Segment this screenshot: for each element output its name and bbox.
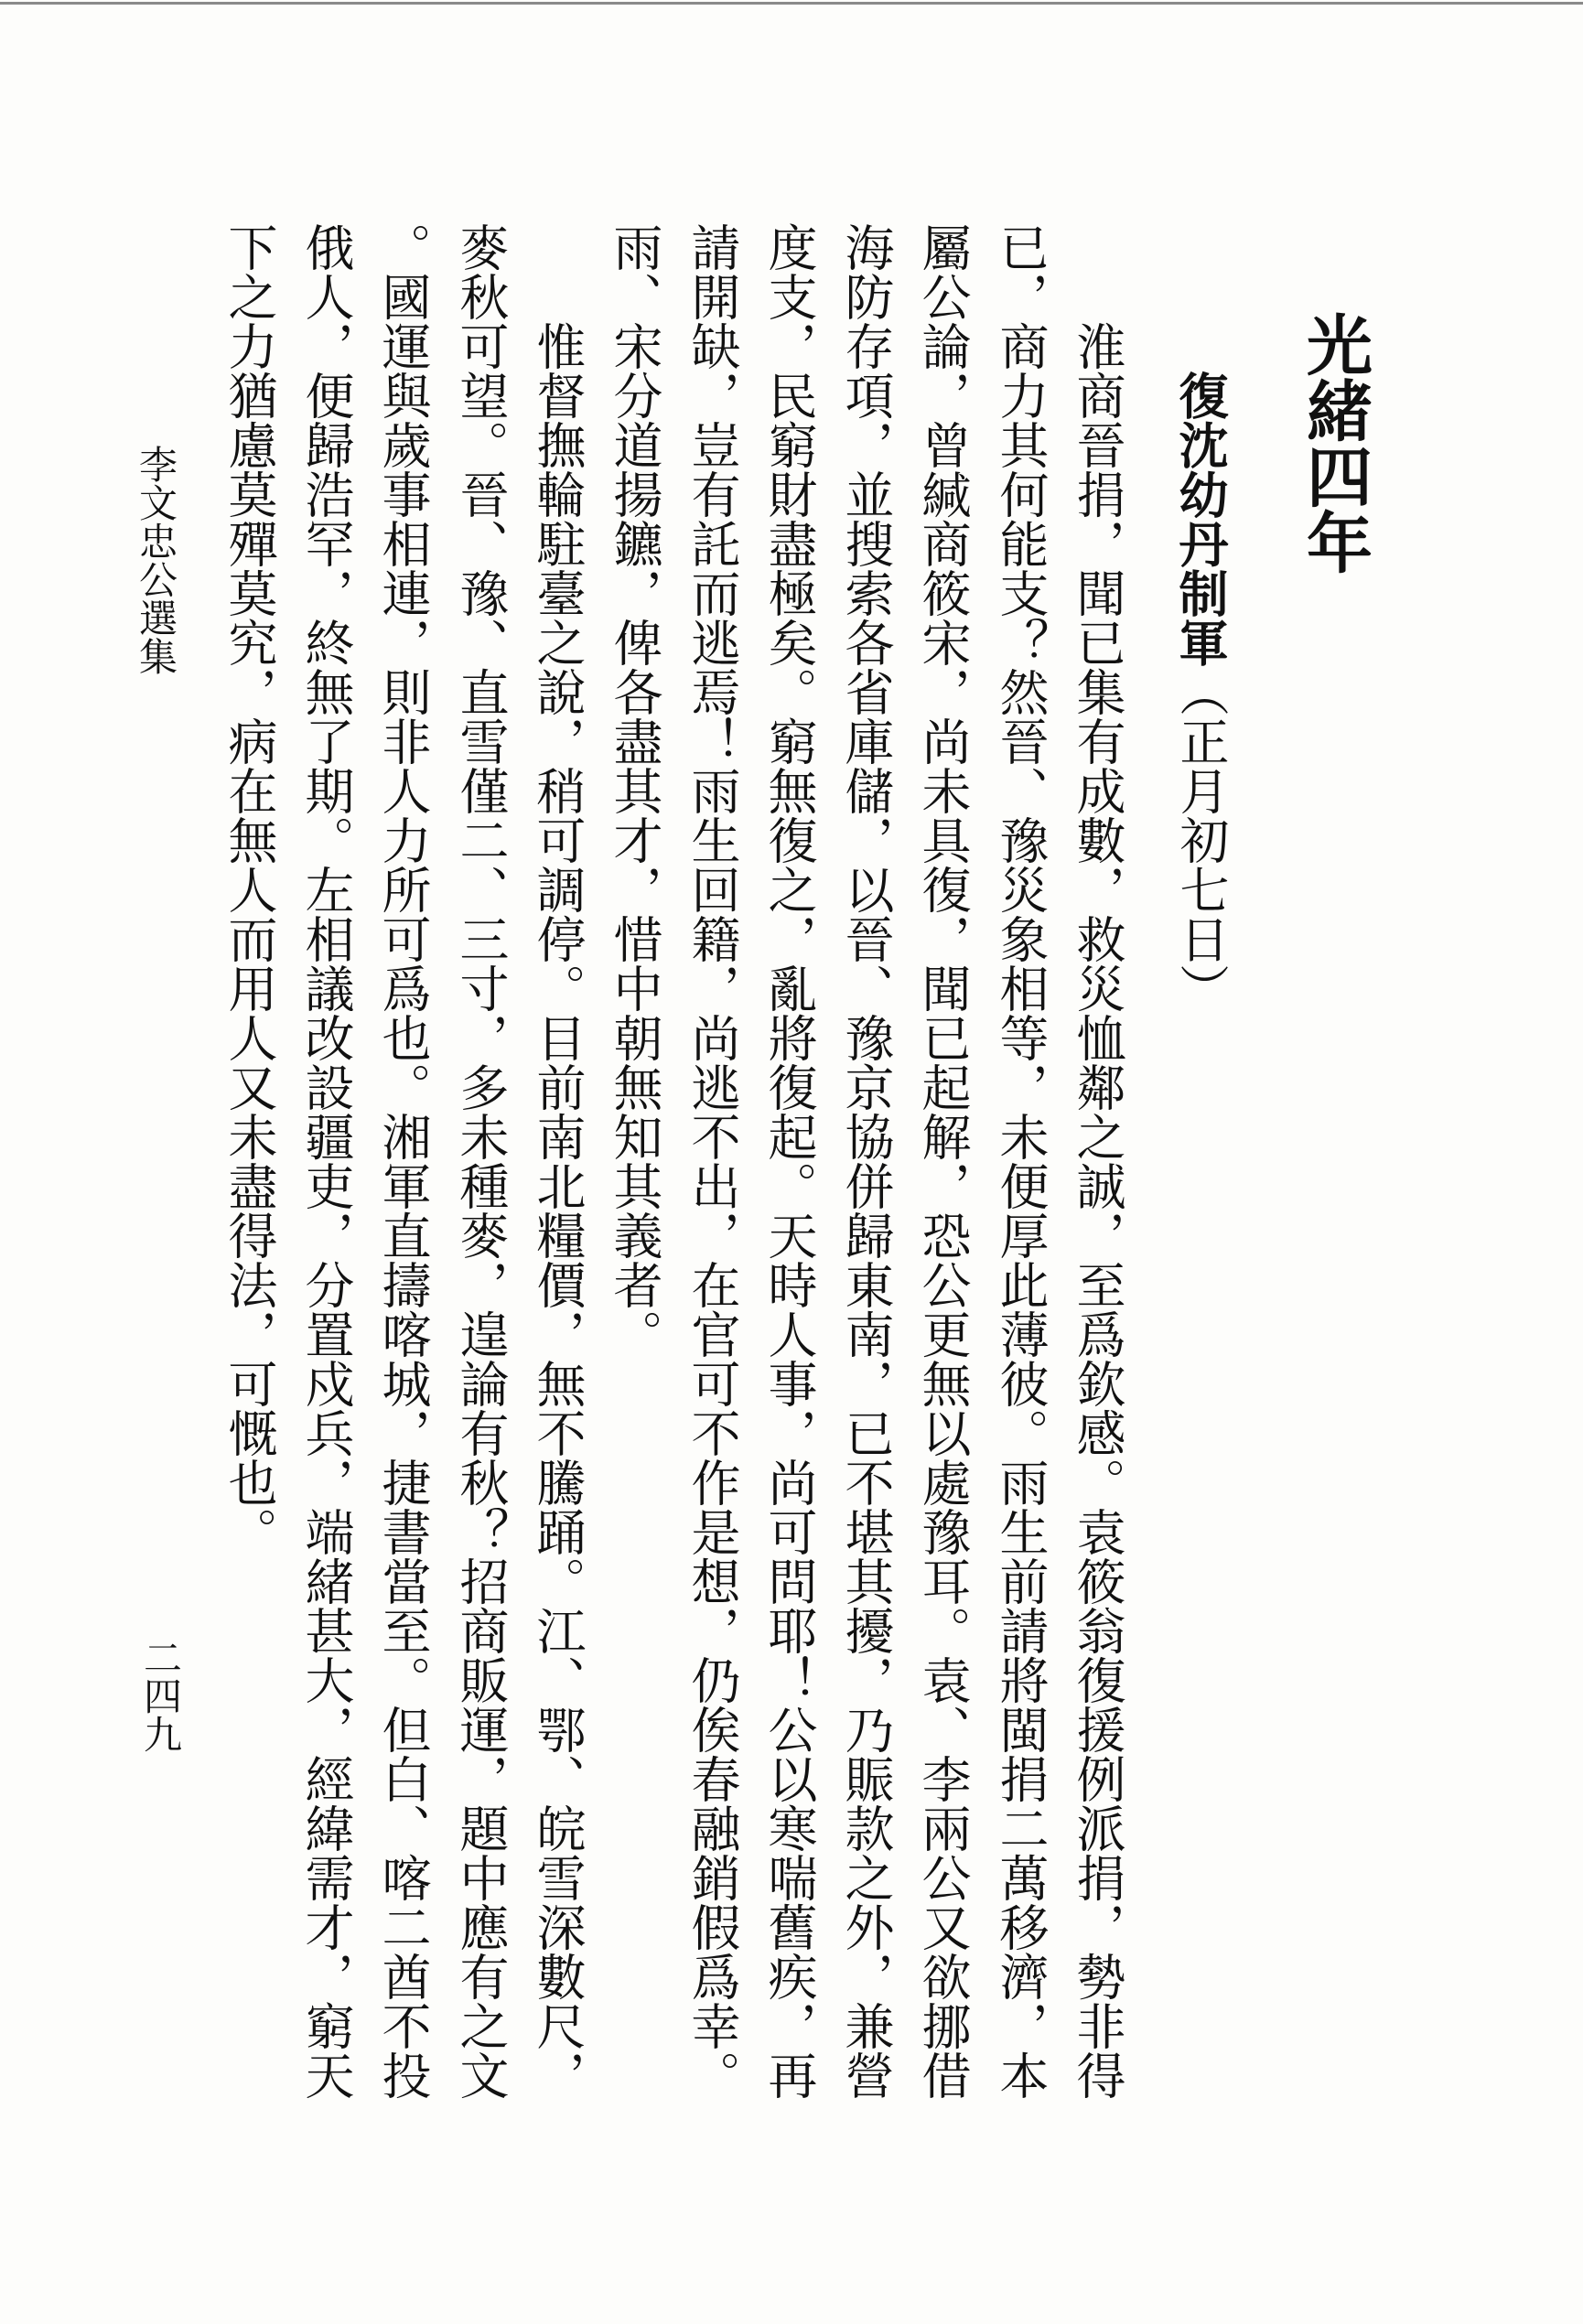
text-line: 屬公論，曾緘商筱宋，尚未具復，聞已起解，恐公更無以處豫耳。袁、李兩公又欲挪借: [914, 222, 972, 2100]
text-line: 海防存項，並搜索各省庫儲，以晉、豫京協併歸東南，已不堪其擾，乃賑款之外，兼營: [837, 222, 895, 2100]
text-line: 雨、宋分道揚鑣，俾各盡其才，惜中朝無知其義者。: [606, 222, 663, 1359]
text-line: 俄人，便歸浩罕，終無了期。左相議改設疆吏，分置戍兵，端緒甚大，經緯需才，窮天: [297, 222, 355, 2100]
text-line: 。國運與歲事相連，則非人力所可爲也。湘軍直擣喀城，捷書當至。但白、喀二酋不投: [374, 222, 432, 2100]
book-title: 李文忠公選集: [134, 445, 178, 675]
text-line: 請開缺，豈有託而逃焉！雨生回籍，尚逃不出，在官可不作是想，仍俟春融銷假爲幸。: [684, 222, 741, 2100]
scan-edge-line: [0, 2, 1583, 5]
text-line: 度支，民窮財盡極矣。窮無復之，亂將復起。天時人事，尚可問耶！公以寒喘舊疾，再: [760, 222, 818, 2100]
text-line: 已，商力其何能支？然晉、豫災象相等，未便厚此薄彼。雨生前請將閩捐二萬移濟，本: [992, 222, 1050, 2100]
text-line: 下之力猶慮莫殫莫究，病在無人而用人又未盡得法，可慨也。: [221, 222, 278, 1556]
text-line: 麥秋可望。晉、豫、直雪僅二、三寸，多未種麥，遑論有秋？招商販運，題中應有之文: [452, 222, 510, 2100]
text-line: 惟督撫輪駐臺之說，稍可調停。目前南北糧價，無不騰踊。江、鄂、皖雪深數尺，: [529, 321, 587, 2100]
letter-heading: [1173, 371, 1228, 1013]
year-title: 光緒四年: [1296, 311, 1373, 575]
letter-title: 復沈幼丹制軍: [1171, 371, 1230, 667]
page-number: 二四九: [138, 1638, 183, 1753]
text-line: 淮商晉捐，聞已集有成數，救災恤鄰之誠，至爲欽感。袁筱翁復援例派捐，勢非得: [1069, 321, 1126, 2100]
letter-date: （正月初七日）: [1172, 667, 1230, 1013]
